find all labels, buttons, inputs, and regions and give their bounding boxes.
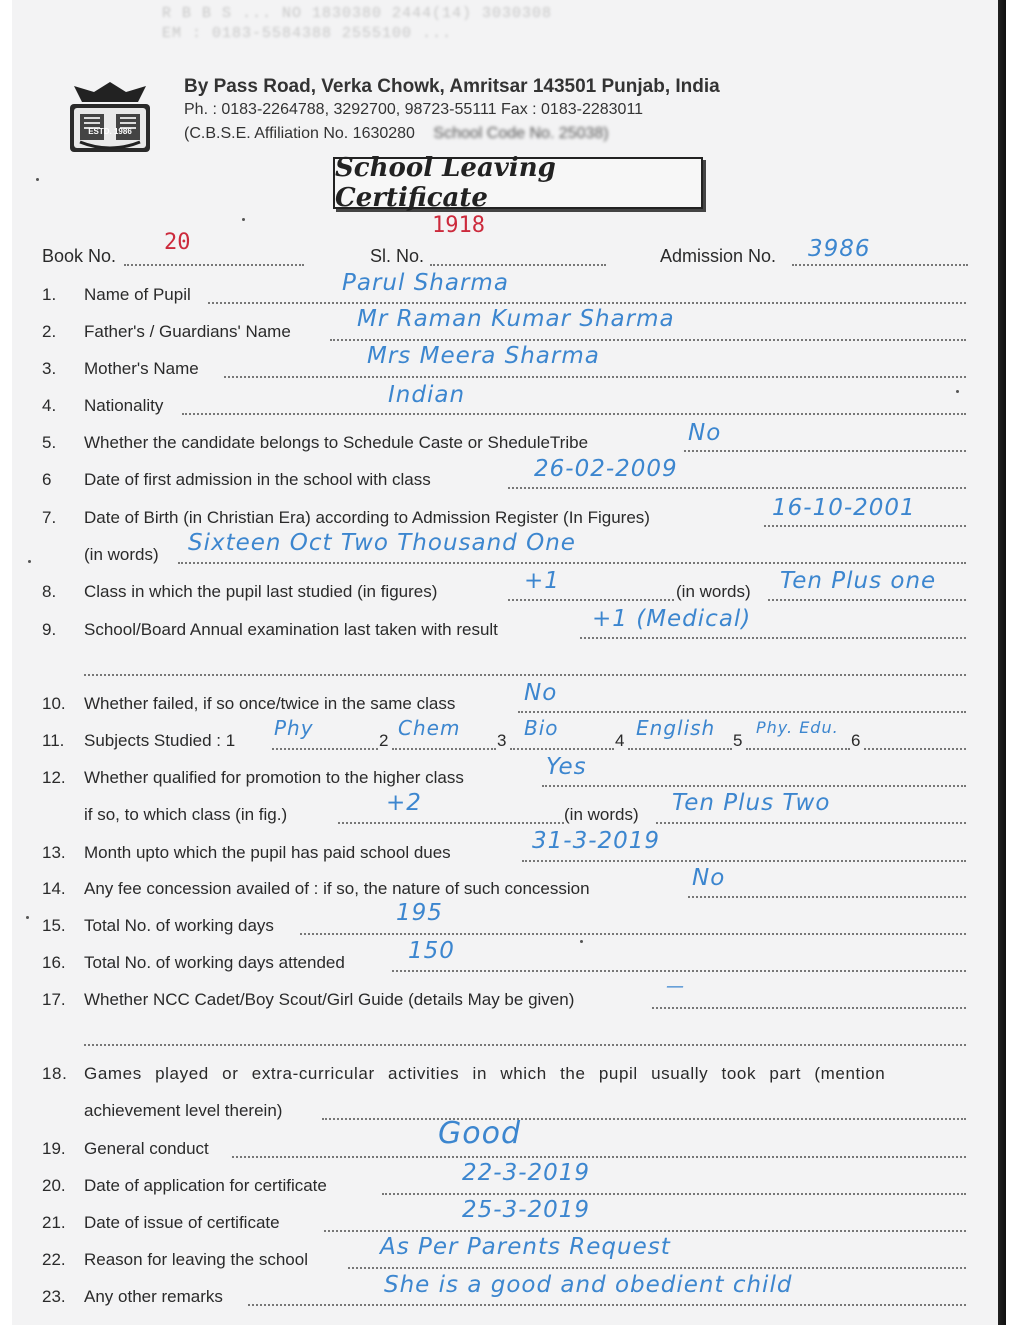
- caste-value: No: [688, 420, 722, 446]
- scan-speck: [242, 218, 245, 221]
- scan-speck: [28, 560, 31, 563]
- dotted-line: [84, 1044, 966, 1046]
- school-affiliation: [184, 125, 609, 143]
- field-number: 17.: [42, 990, 66, 1009]
- field-number: 1.: [42, 285, 57, 304]
- dotted-line: [392, 748, 496, 750]
- subject-2-value: Chem: [398, 716, 461, 740]
- field-label: Father's / Guardians' Name: [84, 322, 291, 341]
- logo-text: ESTD. 1986: [88, 127, 132, 136]
- field-label: Name of Pupil: [84, 285, 191, 304]
- field-number: 7.: [42, 508, 57, 527]
- field-number: 19.: [42, 1139, 66, 1158]
- scan-speck: [956, 390, 959, 393]
- serial-label: Sl. No.: [370, 246, 425, 266]
- dotted-line: [382, 1193, 966, 1195]
- dotted-line: [792, 264, 968, 266]
- field-label: School/Board Annual examination last taken with result: [84, 620, 498, 639]
- dotted-line: [272, 748, 378, 750]
- mother-name-value: Mrs Meera Sharma: [367, 343, 600, 369]
- field-number: 5.: [42, 433, 57, 452]
- field-label: Date of Birth (in Christian Era) according to Admission Register (In Figures): [84, 508, 650, 527]
- field-label: Month upto which the pupil has paid school dues: [84, 843, 451, 862]
- dotted-line: [628, 748, 732, 750]
- dotted-line: [768, 599, 966, 601]
- subject-1-value: Phy: [274, 716, 314, 740]
- school-address: [184, 76, 720, 98]
- field-number: 8.: [42, 582, 57, 601]
- scan-speck: [580, 940, 583, 943]
- certificate-title: [333, 153, 703, 213]
- dotted-line: [330, 339, 966, 341]
- admission-label: Admission No.: [660, 246, 777, 266]
- field-number: 16.: [42, 953, 66, 972]
- dotted-line: [392, 970, 966, 972]
- leaving-reason-value: As Per Parents Request: [380, 1234, 671, 1260]
- first-admission-value: 26-02-2009: [534, 456, 678, 482]
- dotted-line: [84, 674, 966, 676]
- dotted-line: [688, 896, 966, 898]
- field-label: (in words): [676, 582, 751, 601]
- dotted-line: [300, 933, 966, 935]
- scan-edge-shadow: [998, 0, 1024, 1325]
- field-number: 20.: [42, 1176, 66, 1195]
- field-label: Any fee concession availed of : if so, the nature of such concession: [84, 879, 590, 898]
- affiliation-text: (C.B.S.E. Affiliation No. 1630280: [184, 125, 415, 142]
- dotted-line: [580, 637, 966, 639]
- dotted-line: [508, 599, 674, 601]
- dotted-line: [208, 302, 966, 304]
- failed-value: No: [524, 680, 558, 706]
- pupil-name-value: Parul Sharma: [342, 270, 509, 296]
- subject-5-value: Phy. Edu.: [756, 718, 839, 737]
- scan-speck: [26, 916, 29, 919]
- field-label: Date of application for certificate: [84, 1176, 327, 1195]
- field-label: Any other remarks: [84, 1287, 223, 1306]
- field-label: if so, to which class (in fig.): [84, 805, 288, 824]
- dotted-line: [510, 748, 614, 750]
- dob-words-value: Sixteen Oct Two Thousand One: [188, 530, 576, 556]
- dotted-line: [684, 450, 966, 452]
- next-class-figures-value: +2: [386, 790, 422, 816]
- subject-number: 4: [615, 731, 625, 750]
- book-number-value: 20: [164, 230, 191, 255]
- nationality-value: Indian: [388, 382, 466, 408]
- dotted-line: [746, 748, 850, 750]
- faded-line-2: EM : 0183-5584388 2555100 ...: [162, 25, 453, 42]
- field-label: Whether the candidate belongs to Schedule Caste or SheduleTribe: [84, 433, 589, 452]
- last-exam-value: +1 (Medical): [592, 606, 752, 632]
- dues-paid-value: 31-3-2019: [532, 828, 661, 854]
- promotion-value: Yes: [546, 754, 587, 780]
- certificate-sheet: [12, 0, 998, 1325]
- field-number: 3.: [42, 359, 57, 378]
- application-date-value: 22-3-2019: [462, 1160, 591, 1186]
- field-number: 6: [42, 470, 52, 489]
- field-label: Whether NCC Cadet/Boy Scout/Girl Guide (details May be given): [84, 990, 575, 1009]
- next-class-words-value: Ten Plus Two: [672, 790, 831, 816]
- dotted-line: [430, 264, 606, 266]
- dotted-line: [182, 413, 966, 415]
- faded-line-1: R B B S ... NO 1830380 2444(14) 3030308: [162, 5, 553, 22]
- field-number: 10.: [42, 694, 66, 713]
- serial-number-value: 1918: [432, 213, 485, 238]
- field-number: 14.: [42, 879, 66, 898]
- field-label: Whether qualified for promotion to the higher class: [84, 768, 464, 787]
- school-code-text: School Code No. 25038): [433, 125, 609, 142]
- field-label: Mother's Name: [84, 359, 199, 378]
- field-label: Games played or extra-curricular activities in which the pupil usually took part (mention: [84, 1064, 886, 1083]
- field-label: Subjects Studied : 1: [84, 731, 236, 750]
- dotted-line: [178, 562, 966, 564]
- last-class-figures-value: +1: [524, 568, 560, 594]
- subject-number: 6: [851, 731, 861, 750]
- field-label: (in words): [84, 545, 159, 564]
- ncc-value: —: [666, 976, 685, 997]
- dotted-line: [232, 1156, 966, 1158]
- book-label: Book No.: [42, 246, 117, 266]
- father-name-value: Mr Raman Kumar Sharma: [357, 306, 675, 332]
- field-number: 21.: [42, 1213, 66, 1232]
- address-text: By Pass Road, Verka Chowk, Amritsar 143501 Punjab, India: [184, 76, 720, 97]
- dotted-line: [322, 1118, 966, 1120]
- certificate-title-text: School Leaving Certificate: [335, 153, 556, 213]
- field-label: Total No. of working days: [84, 916, 274, 935]
- school-phone: [184, 101, 643, 119]
- dotted-line: [864, 748, 966, 750]
- working-days-value: 195: [396, 900, 443, 926]
- field-label: General conduct: [84, 1139, 209, 1158]
- field-label: Total No. of working days attended: [84, 953, 345, 972]
- dotted-line: [124, 264, 304, 266]
- field-label: (in words): [564, 805, 639, 824]
- field-number: 22.: [42, 1250, 66, 1269]
- field-label: Reason for leaving the school: [84, 1250, 308, 1269]
- school-logo: [64, 78, 156, 158]
- dotted-line: [542, 785, 966, 787]
- dotted-line: [324, 1230, 966, 1232]
- field-number: 23.: [42, 1287, 66, 1306]
- dotted-line: [656, 822, 966, 824]
- subject-number: 2: [379, 731, 389, 750]
- subject-3-value: Bio: [524, 716, 559, 740]
- dotted-line: [522, 860, 966, 862]
- field-number: 18.: [42, 1064, 68, 1083]
- dotted-line: [508, 487, 966, 489]
- field-label: Class in which the pupil last studied (in figures): [84, 582, 438, 601]
- dotted-line: [338, 822, 564, 824]
- dotted-line: [348, 1267, 966, 1269]
- subject-4-value: English: [636, 716, 716, 740]
- field-number: 2.: [42, 322, 57, 341]
- field-label: Nationality: [84, 396, 164, 415]
- scan-speck: [36, 178, 39, 181]
- field-label: Whether failed, if so once/twice in the same class: [84, 694, 456, 713]
- field-label: Date of issue of certificate: [84, 1213, 280, 1232]
- issue-date-value: 25-3-2019: [462, 1197, 591, 1223]
- faded-header-strip: [162, 4, 862, 48]
- fee-concession-value: No: [692, 865, 726, 891]
- remarks-value: She is a good and obedient child: [384, 1272, 793, 1298]
- dotted-line: [248, 1304, 966, 1306]
- last-class-words-value: Ten Plus one: [780, 568, 937, 594]
- admission-number-value: 3986: [808, 236, 871, 262]
- field-label: Date of first admission in the school with class: [84, 470, 431, 489]
- field-number: 13.: [42, 843, 66, 862]
- subject-number: 3: [497, 731, 507, 750]
- subject-number: 5: [733, 731, 743, 750]
- dotted-line: [764, 525, 966, 527]
- dotted-line: [224, 376, 966, 378]
- days-attended-value: 150: [408, 938, 455, 964]
- field-number: 4.: [42, 396, 57, 415]
- field-number: 12.: [42, 768, 66, 787]
- field-number: 11.: [42, 731, 65, 750]
- field-number: 15.: [42, 916, 66, 935]
- conduct-value: Good: [438, 1116, 521, 1151]
- phone-text: Ph. : 0183-2264788, 3292700, 98723-55111 Fax : 0183-2283011: [184, 101, 644, 118]
- field-number: 9.: [42, 620, 57, 639]
- field-label: achievement level therein): [84, 1101, 283, 1120]
- dotted-line: [518, 711, 966, 713]
- dotted-line: [652, 1007, 966, 1009]
- dob-figures-value: 16-10-2001: [772, 495, 916, 521]
